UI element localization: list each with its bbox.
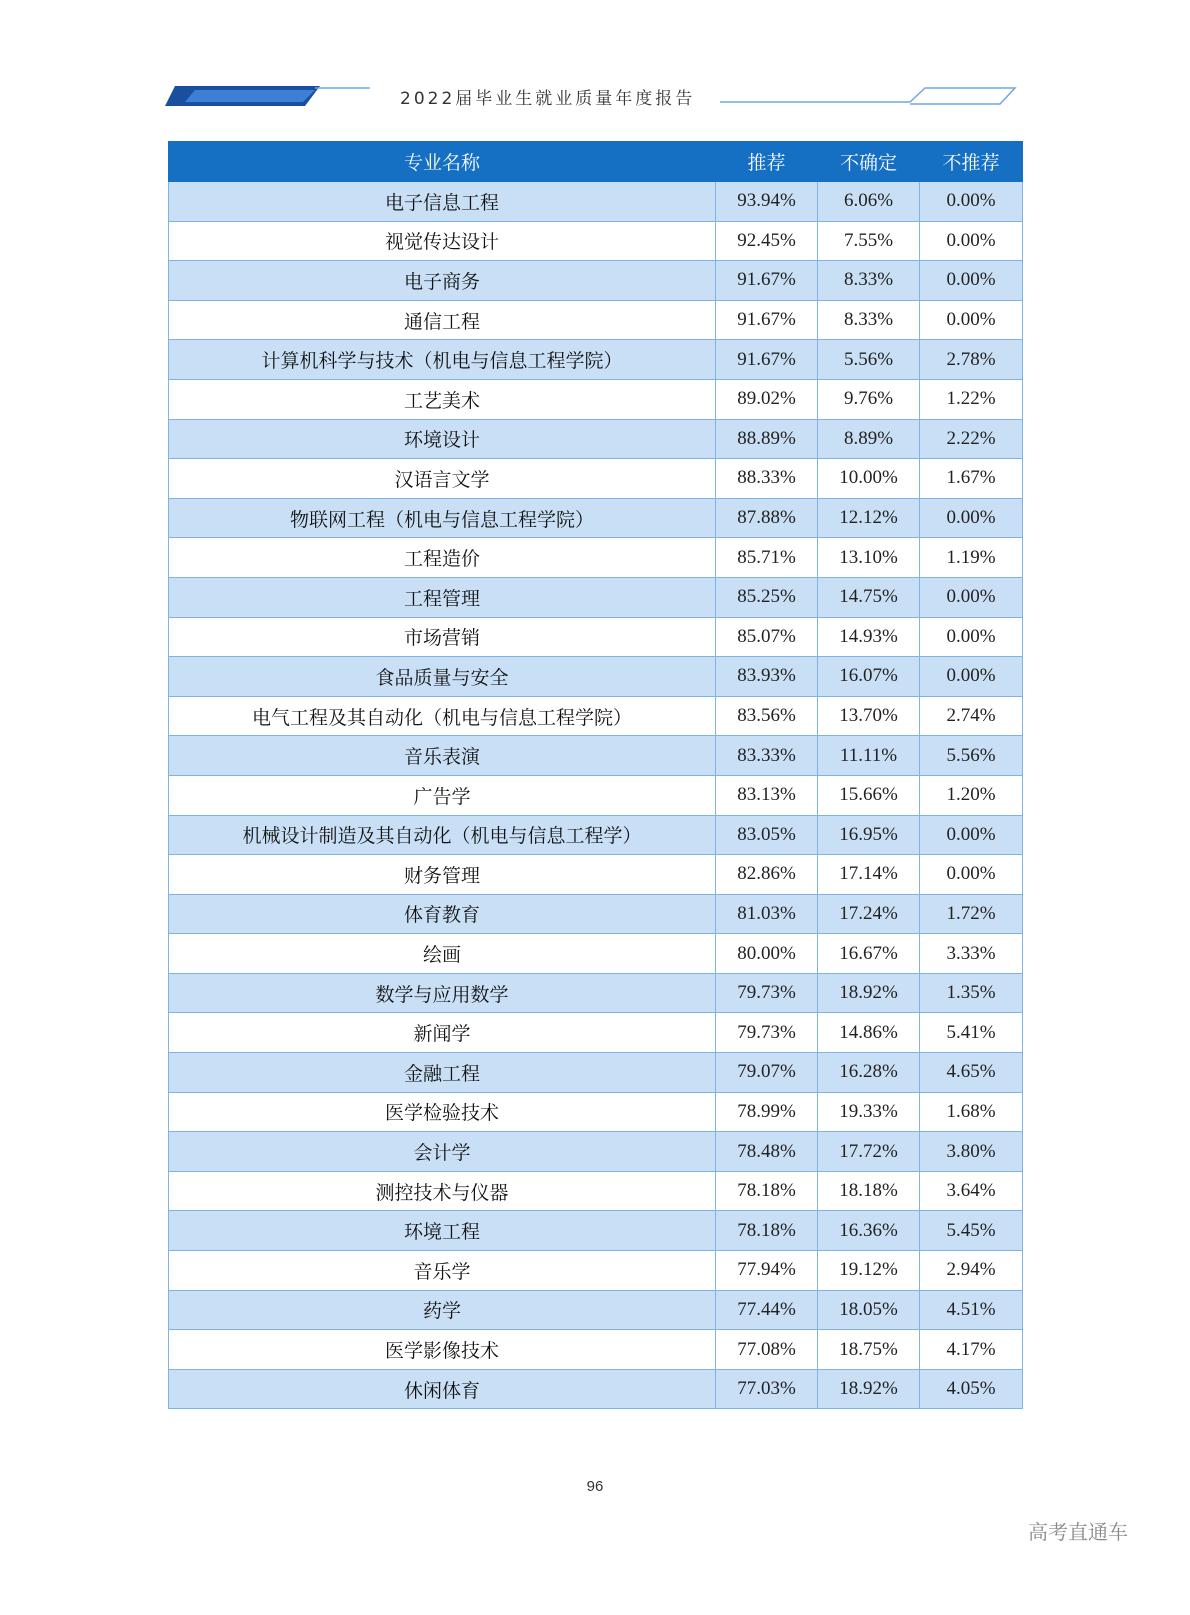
table-row (169, 419, 1023, 459)
table-row (169, 1330, 1023, 1370)
major-name-cell: 财务管理 (169, 855, 716, 895)
uncertain-cell: 16.36% (818, 1211, 920, 1251)
recommend-cell: 77.44% (716, 1290, 818, 1330)
table-row (169, 577, 1023, 617)
recommend-cell: 92.45% (716, 221, 818, 261)
column-header-not-recommend: 不推荐 (920, 142, 1023, 182)
uncertain-cell: 18.05% (818, 1290, 920, 1330)
major-name-cell: 机械设计制造及其自动化（机电与信息工程学） (169, 815, 716, 855)
recommend-cell: 91.67% (716, 261, 818, 301)
table-row (169, 1092, 1023, 1132)
table-row (169, 736, 1023, 776)
recommend-cell: 83.33% (716, 736, 818, 776)
recommend-cell: 79.73% (716, 973, 818, 1013)
uncertain-cell: 16.07% (818, 657, 920, 697)
table-row (169, 934, 1023, 974)
not-recommend-cell: 5.56% (920, 736, 1023, 776)
uncertain-cell: 15.66% (818, 775, 920, 815)
not-recommend-cell: 1.72% (920, 894, 1023, 934)
uncertain-cell: 5.56% (818, 340, 920, 380)
uncertain-cell: 16.95% (818, 815, 920, 855)
column-header-uncertain: 不确定 (818, 142, 920, 182)
uncertain-cell: 8.33% (818, 261, 920, 301)
recommend-cell: 83.56% (716, 696, 818, 736)
recommend-cell: 78.18% (716, 1171, 818, 1211)
uncertain-cell: 19.12% (818, 1251, 920, 1291)
major-name-cell: 广告学 (169, 775, 716, 815)
recommend-cell: 83.13% (716, 775, 818, 815)
major-name-cell: 计算机科学与技术（机电与信息工程学院） (169, 340, 716, 380)
not-recommend-cell: 0.00% (920, 855, 1023, 895)
major-name-cell: 电子商务 (169, 261, 716, 301)
major-name-cell: 工程造价 (169, 538, 716, 578)
uncertain-cell: 6.06% (818, 182, 920, 222)
table-row (169, 182, 1023, 222)
major-name-cell: 环境工程 (169, 1211, 716, 1251)
major-name-cell: 视觉传达设计 (169, 221, 716, 261)
uncertain-cell: 13.70% (818, 696, 920, 736)
not-recommend-cell: 1.68% (920, 1092, 1023, 1132)
not-recommend-cell: 0.00% (920, 498, 1023, 538)
not-recommend-cell: 3.80% (920, 1132, 1023, 1172)
uncertain-cell: 18.18% (818, 1171, 920, 1211)
table-row (169, 1171, 1023, 1211)
uncertain-cell: 12.12% (818, 498, 920, 538)
table-row (169, 855, 1023, 895)
column-header-recommend: 推荐 (716, 142, 818, 182)
table-row (169, 379, 1023, 419)
major-name-cell: 环境设计 (169, 419, 716, 459)
table-row (169, 538, 1023, 578)
major-name-cell: 电子信息工程 (169, 182, 716, 222)
uncertain-cell: 16.28% (818, 1053, 920, 1093)
not-recommend-cell: 5.45% (920, 1211, 1023, 1251)
not-recommend-cell: 0.00% (920, 300, 1023, 340)
recommend-cell: 85.71% (716, 538, 818, 578)
table-row (169, 1369, 1023, 1409)
recommend-cell: 87.88% (716, 498, 818, 538)
table-row (169, 459, 1023, 499)
major-name-cell: 休闲体育 (169, 1369, 716, 1409)
uncertain-cell: 18.92% (818, 1369, 920, 1409)
major-name-cell: 金融工程 (169, 1053, 716, 1093)
table-row (169, 300, 1023, 340)
not-recommend-cell: 0.00% (920, 617, 1023, 657)
uncertain-cell: 14.86% (818, 1013, 920, 1053)
uncertain-cell: 14.93% (818, 617, 920, 657)
not-recommend-cell: 0.00% (920, 182, 1023, 222)
recommend-cell: 81.03% (716, 894, 818, 934)
table-row (169, 340, 1023, 380)
not-recommend-cell: 1.67% (920, 459, 1023, 499)
table-row (169, 1013, 1023, 1053)
major-name-cell: 新闻学 (169, 1013, 716, 1053)
table-row (169, 775, 1023, 815)
not-recommend-cell: 4.51% (920, 1290, 1023, 1330)
not-recommend-cell: 0.00% (920, 815, 1023, 855)
not-recommend-cell: 0.00% (920, 221, 1023, 261)
not-recommend-cell: 0.00% (920, 261, 1023, 301)
not-recommend-cell: 4.05% (920, 1369, 1023, 1409)
uncertain-cell: 17.72% (818, 1132, 920, 1172)
not-recommend-cell: 3.33% (920, 934, 1023, 974)
uncertain-cell: 8.33% (818, 300, 920, 340)
uncertain-cell: 16.67% (818, 934, 920, 974)
recommend-cell: 85.25% (716, 577, 818, 617)
not-recommend-cell: 0.00% (920, 657, 1023, 697)
major-name-cell: 汉语言文学 (169, 459, 716, 499)
recommend-cell: 79.73% (716, 1013, 818, 1053)
recommend-cell: 77.94% (716, 1251, 818, 1291)
major-name-cell: 音乐学 (169, 1251, 716, 1291)
not-recommend-cell: 1.22% (920, 379, 1023, 419)
not-recommend-cell: 3.64% (920, 1171, 1023, 1211)
uncertain-cell: 9.76% (818, 379, 920, 419)
not-recommend-cell: 1.19% (920, 538, 1023, 578)
table-body (169, 182, 1023, 1409)
uncertain-cell: 10.00% (818, 459, 920, 499)
major-name-cell: 体育教育 (169, 894, 716, 934)
recommend-cell: 88.89% (716, 419, 818, 459)
major-name-cell: 药学 (169, 1290, 716, 1330)
recommend-cell: 77.08% (716, 1330, 818, 1370)
not-recommend-cell: 2.78% (920, 340, 1023, 380)
not-recommend-cell: 1.20% (920, 775, 1023, 815)
major-name-cell: 测控技术与仪器 (169, 1171, 716, 1211)
uncertain-cell: 11.11% (818, 736, 920, 776)
major-name-cell: 工程管理 (169, 577, 716, 617)
not-recommend-cell: 2.22% (920, 419, 1023, 459)
table-row (169, 221, 1023, 261)
uncertain-cell: 18.92% (818, 973, 920, 1013)
table-row (169, 815, 1023, 855)
report-title: 2022届毕业生就业质量年度报告 (400, 89, 696, 109)
major-name-cell: 物联网工程（机电与信息工程学院） (169, 498, 716, 538)
uncertain-cell: 8.89% (818, 419, 920, 459)
recommend-cell: 80.00% (716, 934, 818, 974)
table-row (169, 1053, 1023, 1093)
major-name-cell: 音乐表演 (169, 736, 716, 776)
not-recommend-cell: 0.00% (920, 577, 1023, 617)
recommend-cell: 78.18% (716, 1211, 818, 1251)
table-row (169, 261, 1023, 301)
uncertain-cell: 19.33% (818, 1092, 920, 1132)
major-name-cell: 会计学 (169, 1132, 716, 1172)
major-name-cell: 医学检验技术 (169, 1092, 716, 1132)
table-row (169, 1290, 1023, 1330)
table-row (169, 696, 1023, 736)
recommend-cell: 79.07% (716, 1053, 818, 1093)
table-row (169, 1251, 1023, 1291)
major-name-cell: 食品质量与安全 (169, 657, 716, 697)
not-recommend-cell: 2.94% (920, 1251, 1023, 1291)
recommend-cell: 85.07% (716, 617, 818, 657)
recommend-cell: 77.03% (716, 1369, 818, 1409)
table-row (169, 617, 1023, 657)
major-recommendation-table (168, 141, 1023, 1409)
recommend-cell: 83.05% (716, 815, 818, 855)
table-row (169, 894, 1023, 934)
table-row (169, 973, 1023, 1013)
not-recommend-cell: 1.35% (920, 973, 1023, 1013)
column-header-major: 专业名称 (169, 142, 716, 182)
not-recommend-cell: 5.41% (920, 1013, 1023, 1053)
uncertain-cell: 7.55% (818, 221, 920, 261)
not-recommend-cell: 4.17% (920, 1330, 1023, 1370)
uncertain-cell: 18.75% (818, 1330, 920, 1370)
major-name-cell: 市场营销 (169, 617, 716, 657)
major-name-cell: 电气工程及其自动化（机电与信息工程学院） (169, 696, 716, 736)
table-header-row (169, 142, 1023, 182)
recommend-cell: 88.33% (716, 459, 818, 499)
recommend-cell: 83.93% (716, 657, 818, 697)
recommend-cell: 89.02% (716, 379, 818, 419)
uncertain-cell: 17.24% (818, 894, 920, 934)
major-name-cell: 工艺美术 (169, 379, 716, 419)
uncertain-cell: 14.75% (818, 577, 920, 617)
recommend-cell: 91.67% (716, 340, 818, 380)
table-row (169, 1211, 1023, 1251)
table-row (169, 657, 1023, 697)
recommend-cell: 91.67% (716, 300, 818, 340)
uncertain-cell: 13.10% (818, 538, 920, 578)
not-recommend-cell: 4.65% (920, 1053, 1023, 1093)
recommend-cell: 78.48% (716, 1132, 818, 1172)
watermark-logo: 高考直通车 (1028, 1520, 1128, 1544)
major-name-cell: 医学影像技术 (169, 1330, 716, 1370)
recommend-cell: 78.99% (716, 1092, 818, 1132)
uncertain-cell: 17.14% (818, 855, 920, 895)
recommend-cell: 82.86% (716, 855, 818, 895)
page-number: 96 (586, 1478, 604, 1495)
major-name-cell: 绘画 (169, 934, 716, 974)
table-row (169, 1132, 1023, 1172)
not-recommend-cell: 2.74% (920, 696, 1023, 736)
major-name-cell: 数学与应用数学 (169, 973, 716, 1013)
major-name-cell: 通信工程 (169, 300, 716, 340)
table-row (169, 498, 1023, 538)
recommend-cell: 93.94% (716, 182, 818, 222)
